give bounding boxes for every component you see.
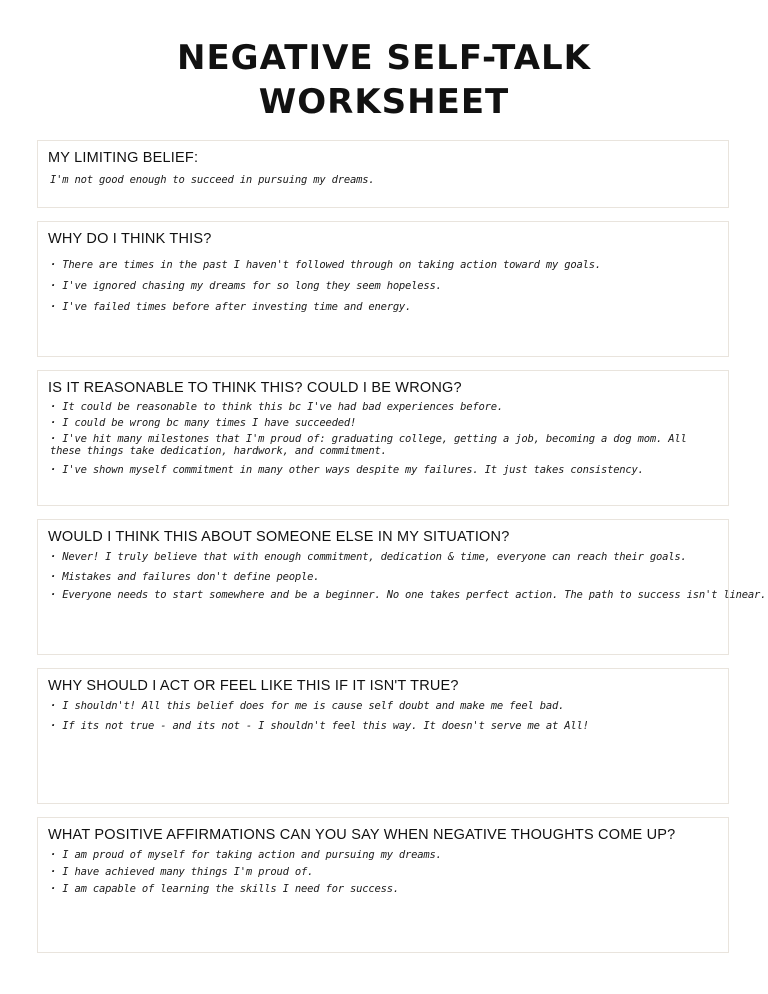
answer-line: · Mistakes and failures don't define people. <box>50 571 319 583</box>
answer-line: · I shouldn't! All this belief does for me is cause self doubt and make me feel bad. <box>50 700 564 712</box>
answer-line: · It could be reasonable to think this bc I've had bad experiences before. <box>50 401 503 413</box>
answer-line: · I've hit many milestones that I'm proud of: graduating college, getting a job, becoming a dog mom. All these things take dedication, hardwork, and commitment. <box>50 433 710 457</box>
section-question: MY LIMITING BELIEF: <box>48 150 199 166</box>
answer-line: · I am capable of learning the skills I need for success. <box>50 883 399 895</box>
page-title <box>0 36 768 124</box>
answer-line: · I've failed times before after investing time and energy. <box>50 301 411 313</box>
answer-line: · I am proud of myself for taking action and pursuing my dreams. <box>50 849 442 861</box>
answer-line: · I've ignored chasing my dreams for so long they seem hopeless. <box>50 280 442 292</box>
answer-line: · There are times in the past I haven't followed through on taking action toward my goals. <box>50 259 601 271</box>
section-someone-else[interactable] <box>37 519 767 655</box>
title-line-2: WORKSHEET <box>258 82 510 122</box>
answer-line: · I have achieved many things I'm proud of. <box>50 866 313 878</box>
section-question: IS IT REASONABLE TO THINK THIS? COULD I BE WRONG? <box>48 380 462 396</box>
answer-line: · Never! I truly believe that with enough commitment, dedication & time, everyone can reach their goals. <box>50 551 687 563</box>
section-question: WHY SHOULD I ACT OR FEEL LIKE THIS IF IT ISN'T TRUE? <box>48 678 459 694</box>
section-positive-affirmations[interactable] <box>37 817 729 953</box>
section-why-think-this[interactable] <box>37 221 729 357</box>
answer-line: · I could be wrong bc many times I have succeeded! <box>50 417 356 429</box>
answer-line: · I've shown myself commitment in many other ways despite my failures. It just takes consistency. <box>50 464 644 476</box>
section-question: WHAT POSITIVE AFFIRMATIONS CAN YOU SAY WHEN NEGATIVE THOUGHTS COME UP? <box>48 827 676 843</box>
section-question: WOULD I THINK THIS ABOUT SOMEONE ELSE IN MY SITUATION? <box>48 529 510 545</box>
section-why-act-or-feel[interactable] <box>37 668 729 804</box>
answer-line: I'm not good enough to succeed in pursuing my dreams. <box>50 174 375 186</box>
answer-line: · If its not true - and its not - I shouldn't feel this way. It doesn't serve me at All! <box>50 720 589 732</box>
section-limiting-belief[interactable] <box>37 140 729 208</box>
section-is-it-reasonable[interactable] <box>37 370 729 506</box>
title-line-1: NEGATIVE SELF-TALK <box>176 38 592 78</box>
section-question: WHY DO I THINK THIS? <box>48 231 212 247</box>
answer-line: · Everyone needs to start somewhere and be a beginner. No one takes perfect action. The path to success isn't linear. <box>50 589 766 601</box>
